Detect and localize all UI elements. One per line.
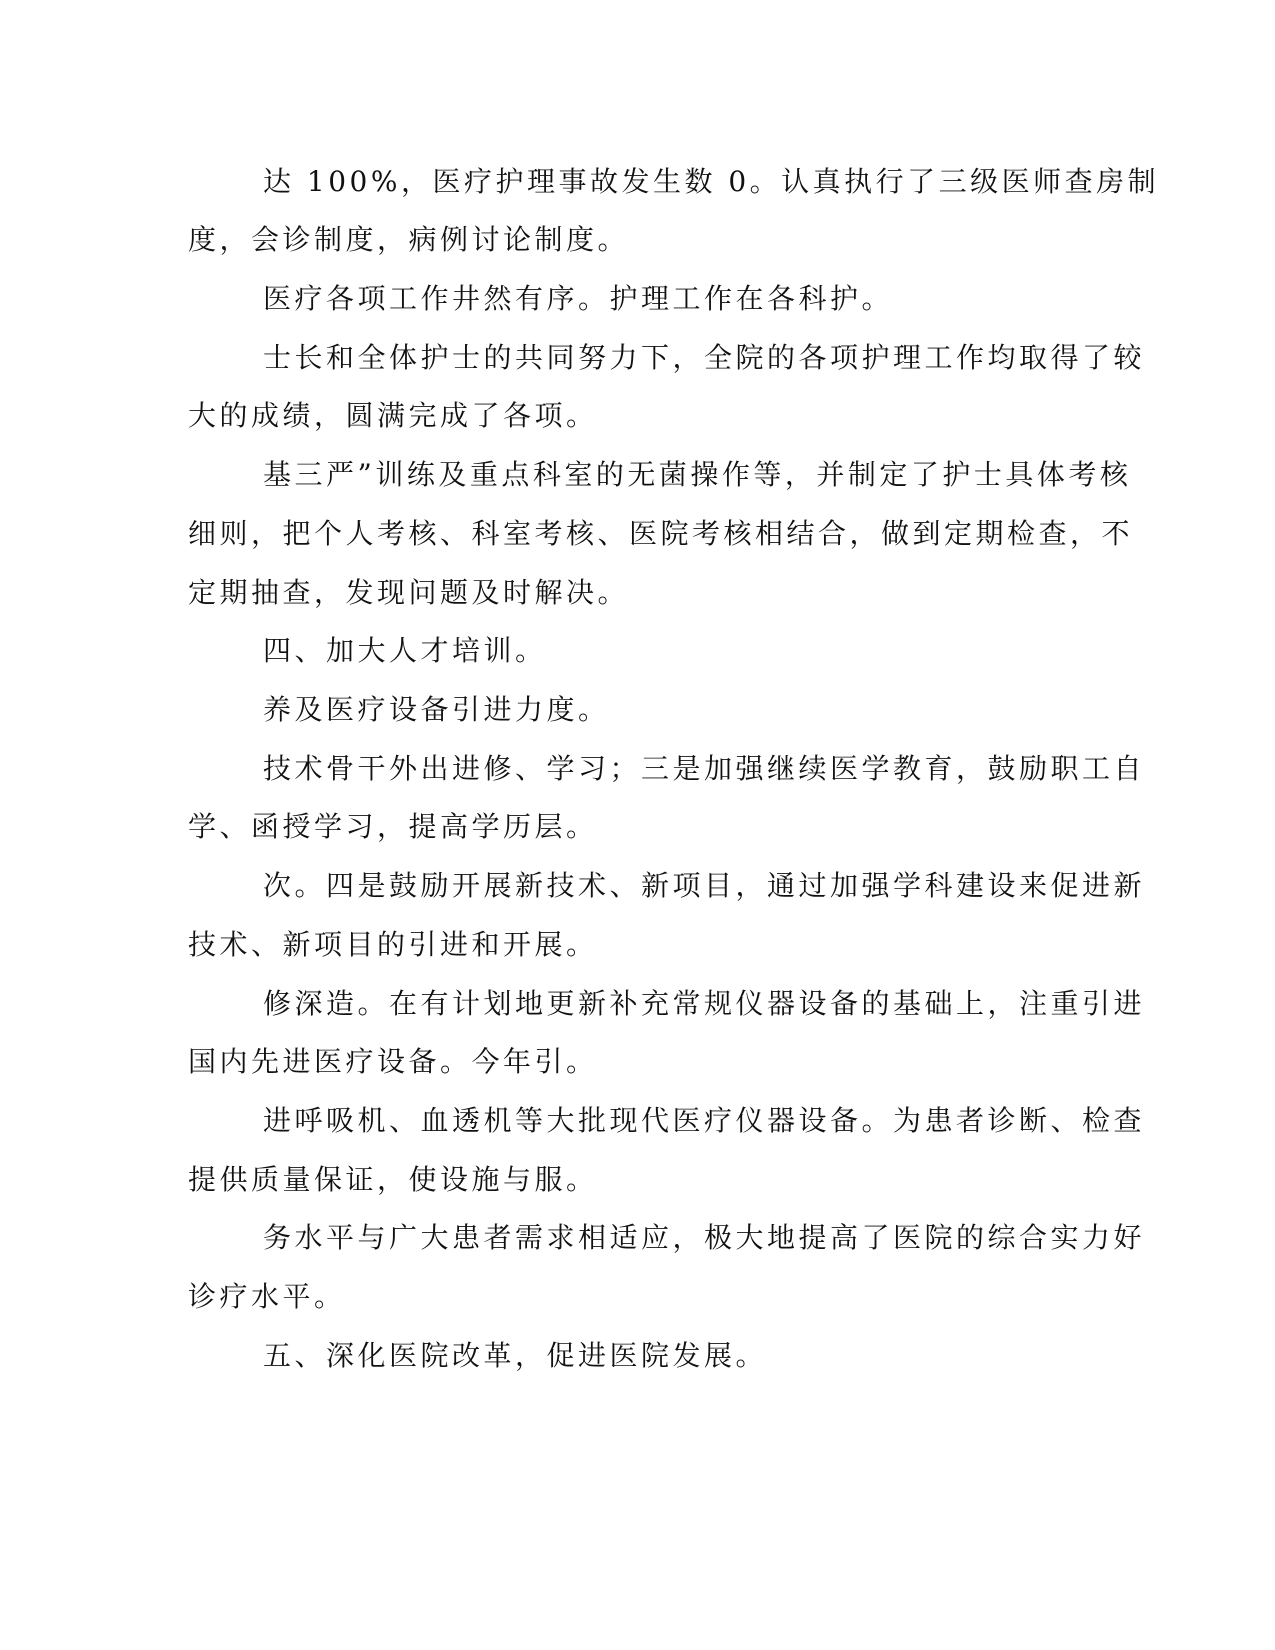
text-line: 次。四是鼓励开展新技术、新项目，通过加强学科建设来促进新 [263,869,1146,902]
text-line: 四、加大人才培训。 [263,634,547,667]
text-line: 修深造。在有计划地更新补充常规仪器设备的基础上，注重引进 [263,987,1146,1020]
text-line: 养及医疗设备引进力度。 [263,693,610,726]
text-line: 定期抽查，发现问题及时解决。 [188,576,630,609]
text-line: 诊疗水平。 [188,1280,346,1313]
text-line: 基三严”训练及重点科室的无菌操作等，并制定了护士具体考核 [263,458,1132,491]
text-line: 学、函授学习，提高学历层。 [188,810,598,843]
text-line: 大的成绩，圆满完成了各项。 [188,399,598,432]
text-line: 提供质量保证，使设施与服。 [188,1163,598,1196]
text-line: 技术、新项目的引进和开展。 [188,928,598,961]
text-line: 国内先进医疗设备。今年引。 [188,1045,598,1078]
text-line: 医疗各项工作井然有序。护理工作在各科护。 [263,282,894,315]
text-line: 士长和全体护士的共同努力下，全院的各项护理工作均取得了较 [263,341,1146,374]
text-line: 进呼吸机、血透机等大批现代医疗仪器设备。为患者诊断、检查 [263,1104,1146,1137]
text-line: 务水平与广大患者需求相适应，极大地提高了医院的综合实力好 [263,1221,1146,1254]
text-line: 度，会诊制度，病例讨论制度。 [188,223,630,256]
text-line: 五、深化医院改革，促进医院发展。 [263,1339,768,1372]
text-line: 细则，把个人考核、科室考核、医院考核相结合，做到定期检查，不 [188,517,1134,550]
text-line: 技术骨干外出进修、学习；三是加强继续医学教育，鼓励职工自 [263,752,1146,785]
text-line: 达 100%，医疗护理事故发生数 0。认真执行了三级医师查房制 [263,165,1160,198]
